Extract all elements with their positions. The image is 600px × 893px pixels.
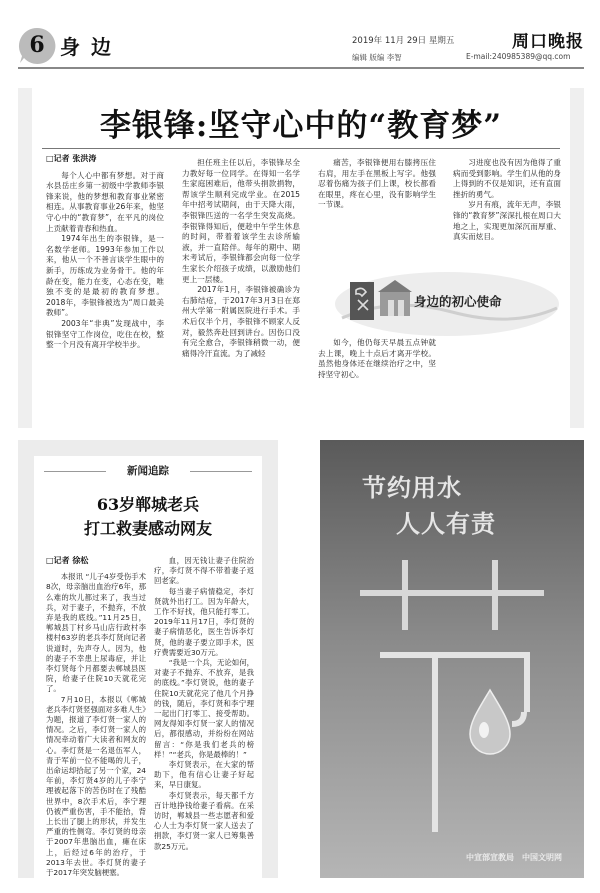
newspaper-name: 周口晚报: [512, 32, 584, 52]
paragraph: 习进度也没有因为他得了重病而受到影响。学生们从他的身上得到的不仅是知识，还有直面挫折的勇气。: [453, 158, 561, 199]
paragraph: 7月10日，本报以《郸城老兵李灯贤竖强面对多难人生》为题，报道了李灯贤一家人的情况。之后，李灯贤一家人的情况牵动着广大读者和网友的心。李灯贤是一名退伍军人，青于军前一位不能喝的儿子，出命运却拾起了另一个家，24年前，李灯贤4岁的儿子李宁理被起落下的苦伤时在了残酷世界中，8次手术后，李宁理仍被严重伤害，手不能抬，背上长出了腿上的形状，并发生严重的性侧弯。李灯贤的母亲于2007年患脑出血，瘫在床上，后经过6年的治疗，于2013年去世。李灯贤的妻子于2017年突发脑梗塞。: [46, 694, 146, 878]
paragraph: 血，因无钱让妻子住院治疗，李灯贤不得不带着妻子返回老家。: [154, 556, 254, 586]
feature-column-3: [318, 158, 436, 211]
paragraph: 每个人心中都有梦想。对于商水县岳庄乡第一初级中学教师李银锋来说，他的梦想和教育事业紧密相连。从事教育事业26年来，他坚守心中的“教育梦”，在平凡的岗位上贡献着青春和热血。: [46, 170, 164, 233]
issue-date: 2019年 11月 29日 星期五: [352, 36, 455, 46]
paragraph: 如今，他仍每天早晨五点钟就去上课，晚上十点后才离开学校。虽然他身体还在继续治疗之中，坚持坚守初心。: [318, 338, 436, 379]
water-drop-icon: [470, 690, 510, 754]
paragraph: 2017年1月，李银锋被确诊为右肺结疮，于2017年3月3日在郑州大学第一附属医院进行手术。手术后仅半个月，李银锋不顾家人反对，毅然奔赴回到讲台。因伤口没有完全愈合，李银锋稍微一动，便痛得冷汗直流。为了减轻: [182, 285, 300, 358]
news-kicker: 新闻追踪: [106, 462, 190, 480]
section-name: 身 边: [60, 35, 113, 59]
feature-column-2: [182, 158, 300, 359]
feature-byline: □记者 张洪涛: [46, 154, 97, 163]
poster-credit-2: 中国文明网: [522, 853, 562, 862]
feature-title-rule: [42, 148, 560, 149]
water-saving-poster: [320, 440, 584, 878]
poster-slogan-line-2: 人人有责: [396, 509, 496, 538]
editor-credits: 编辑 版编 李智: [352, 53, 402, 62]
paragraph: 岁月有痕，流年无声，李银锋的“教育梦”深深扎根在周口大地之上，实现更加深沉而厚重、真实而炫目。: [453, 200, 561, 242]
paragraph: 担任班主任以后，李银锋尽全力教好每一位同学。在得知一名学生家庭困难后，他带头捐款捐物，帮该学生顺利完成学业。在2015年中招考试期间，由于天降大雨，李银锋匹送的一名学生突发高烧。李银锋得知后，便趁中午学生休息的时间，带着着该学生去诊所输液，并一直陪伴。每年的期中、期末考试后，李银锋都会向每一位学生家长介绍孩子成绩，以激励他们更上一层楼。: [182, 158, 300, 284]
editor-email: E-mail:240985389@qq.com: [466, 52, 571, 61]
page-number: 6: [29, 32, 45, 58]
news-kicker-bar: [34, 462, 262, 480]
poster-slogan-line-1: 节约用水: [362, 473, 462, 502]
news-byline: □记者 徐松: [46, 556, 89, 565]
feature-article-body: [32, 88, 570, 428]
paragraph: 李灯贤表示，在大家的帮助下，他有信心让妻子好起来，早日康复。: [154, 760, 254, 790]
page-number-badge: [16, 26, 58, 64]
news-column-2: [154, 556, 254, 852]
poster-credit-1: 中宣部宣教局: [466, 853, 514, 862]
feature-column-4: [453, 158, 561, 243]
paragraph: 本报讯 “儿子4岁受伤手术8次，母亲脑出血治疗6年，那么难的坎儿都过来了，我当过兵，对于妻子，不抛弃，不放弃是我的底线。”11月25日，郸城县丁村乡马山店行政村李楼村63岁的老兵李灯贤向记者说道时，先声夺人。因为，他的妻子不幸患上尿毒症，并让李灯贤每个月都要去郸城县医院，给妻子住院10天就花完了。: [46, 572, 146, 694]
paragraph: “我是一个兵，无论如何，对妻子不抛弃、不放弃，是我的底线。”李灯贤说，他的妻子住院10天就花完了他几个月挣的钱，随后，李灯贤和李宁理一起出门打零工、接受帮助。网友得知李灯贤一家人的情况后，都很感动，并纷纷在网站留言：“你是我们老兵的榜样！”“老兵，你是最棒的！”: [154, 658, 254, 759]
paragraph: 1974年出生的李银锋，是一名数学老师。1993年参加工作以来，他从一个不善言谈学生眼中的新手，历练成为业务骨干。他的年龄在变，能力在变，心态在变，唯独不变的是最初的教育梦想。2018年，李银锋被选为“周口最美教师”。: [46, 234, 164, 318]
feature-article: [18, 88, 584, 428]
feature-column-3-lower: [318, 338, 436, 380]
news-title-line-2: 打工救妻感动网友: [83, 519, 212, 538]
news-article: [18, 440, 278, 878]
motif-caption: 身边的初心使命: [414, 294, 502, 309]
paragraph: 痛苦，李银锋便用右膝拷压住右肩，用左手在黑板上写字。他强忍着伤痛为孩子们上课，校长都看在眼里，疼在心里，没有影响学生一节课。: [318, 158, 436, 210]
header-divider: [18, 67, 584, 69]
paragraph: 2003年“非典”发现战中，李银锋坚守工作岗位，吃住在校，整整一个月没有离开学校半步。: [46, 318, 164, 350]
feature-column-1: [46, 154, 164, 351]
feature-title: 李银锋:坚守心中的“教育梦”: [99, 108, 503, 144]
flag-icon: [350, 282, 374, 320]
news-article-body: [34, 456, 262, 878]
news-column-1: [46, 556, 146, 878]
paragraph: 每当妻子病情稳定，李灯贤就外出打工。因为年龄大，工作不好找，他只能打零工。2019年11月17日，李灯贤的妻子病情恶化，医生告诉李灯贤，他的妻子要立即手术，医疗费需要近30万元。: [154, 586, 254, 657]
paragraph: 李灯贤表示，每天都千方百计地挣钱给妻子看病。在采访时，郸城县一些志愿者和爱心人士为李灯贤一家人送去了捐款，李灯贤一家人已筹集善款25万元。: [154, 790, 254, 851]
news-title-line-1: 63岁郸城老兵: [96, 495, 200, 514]
